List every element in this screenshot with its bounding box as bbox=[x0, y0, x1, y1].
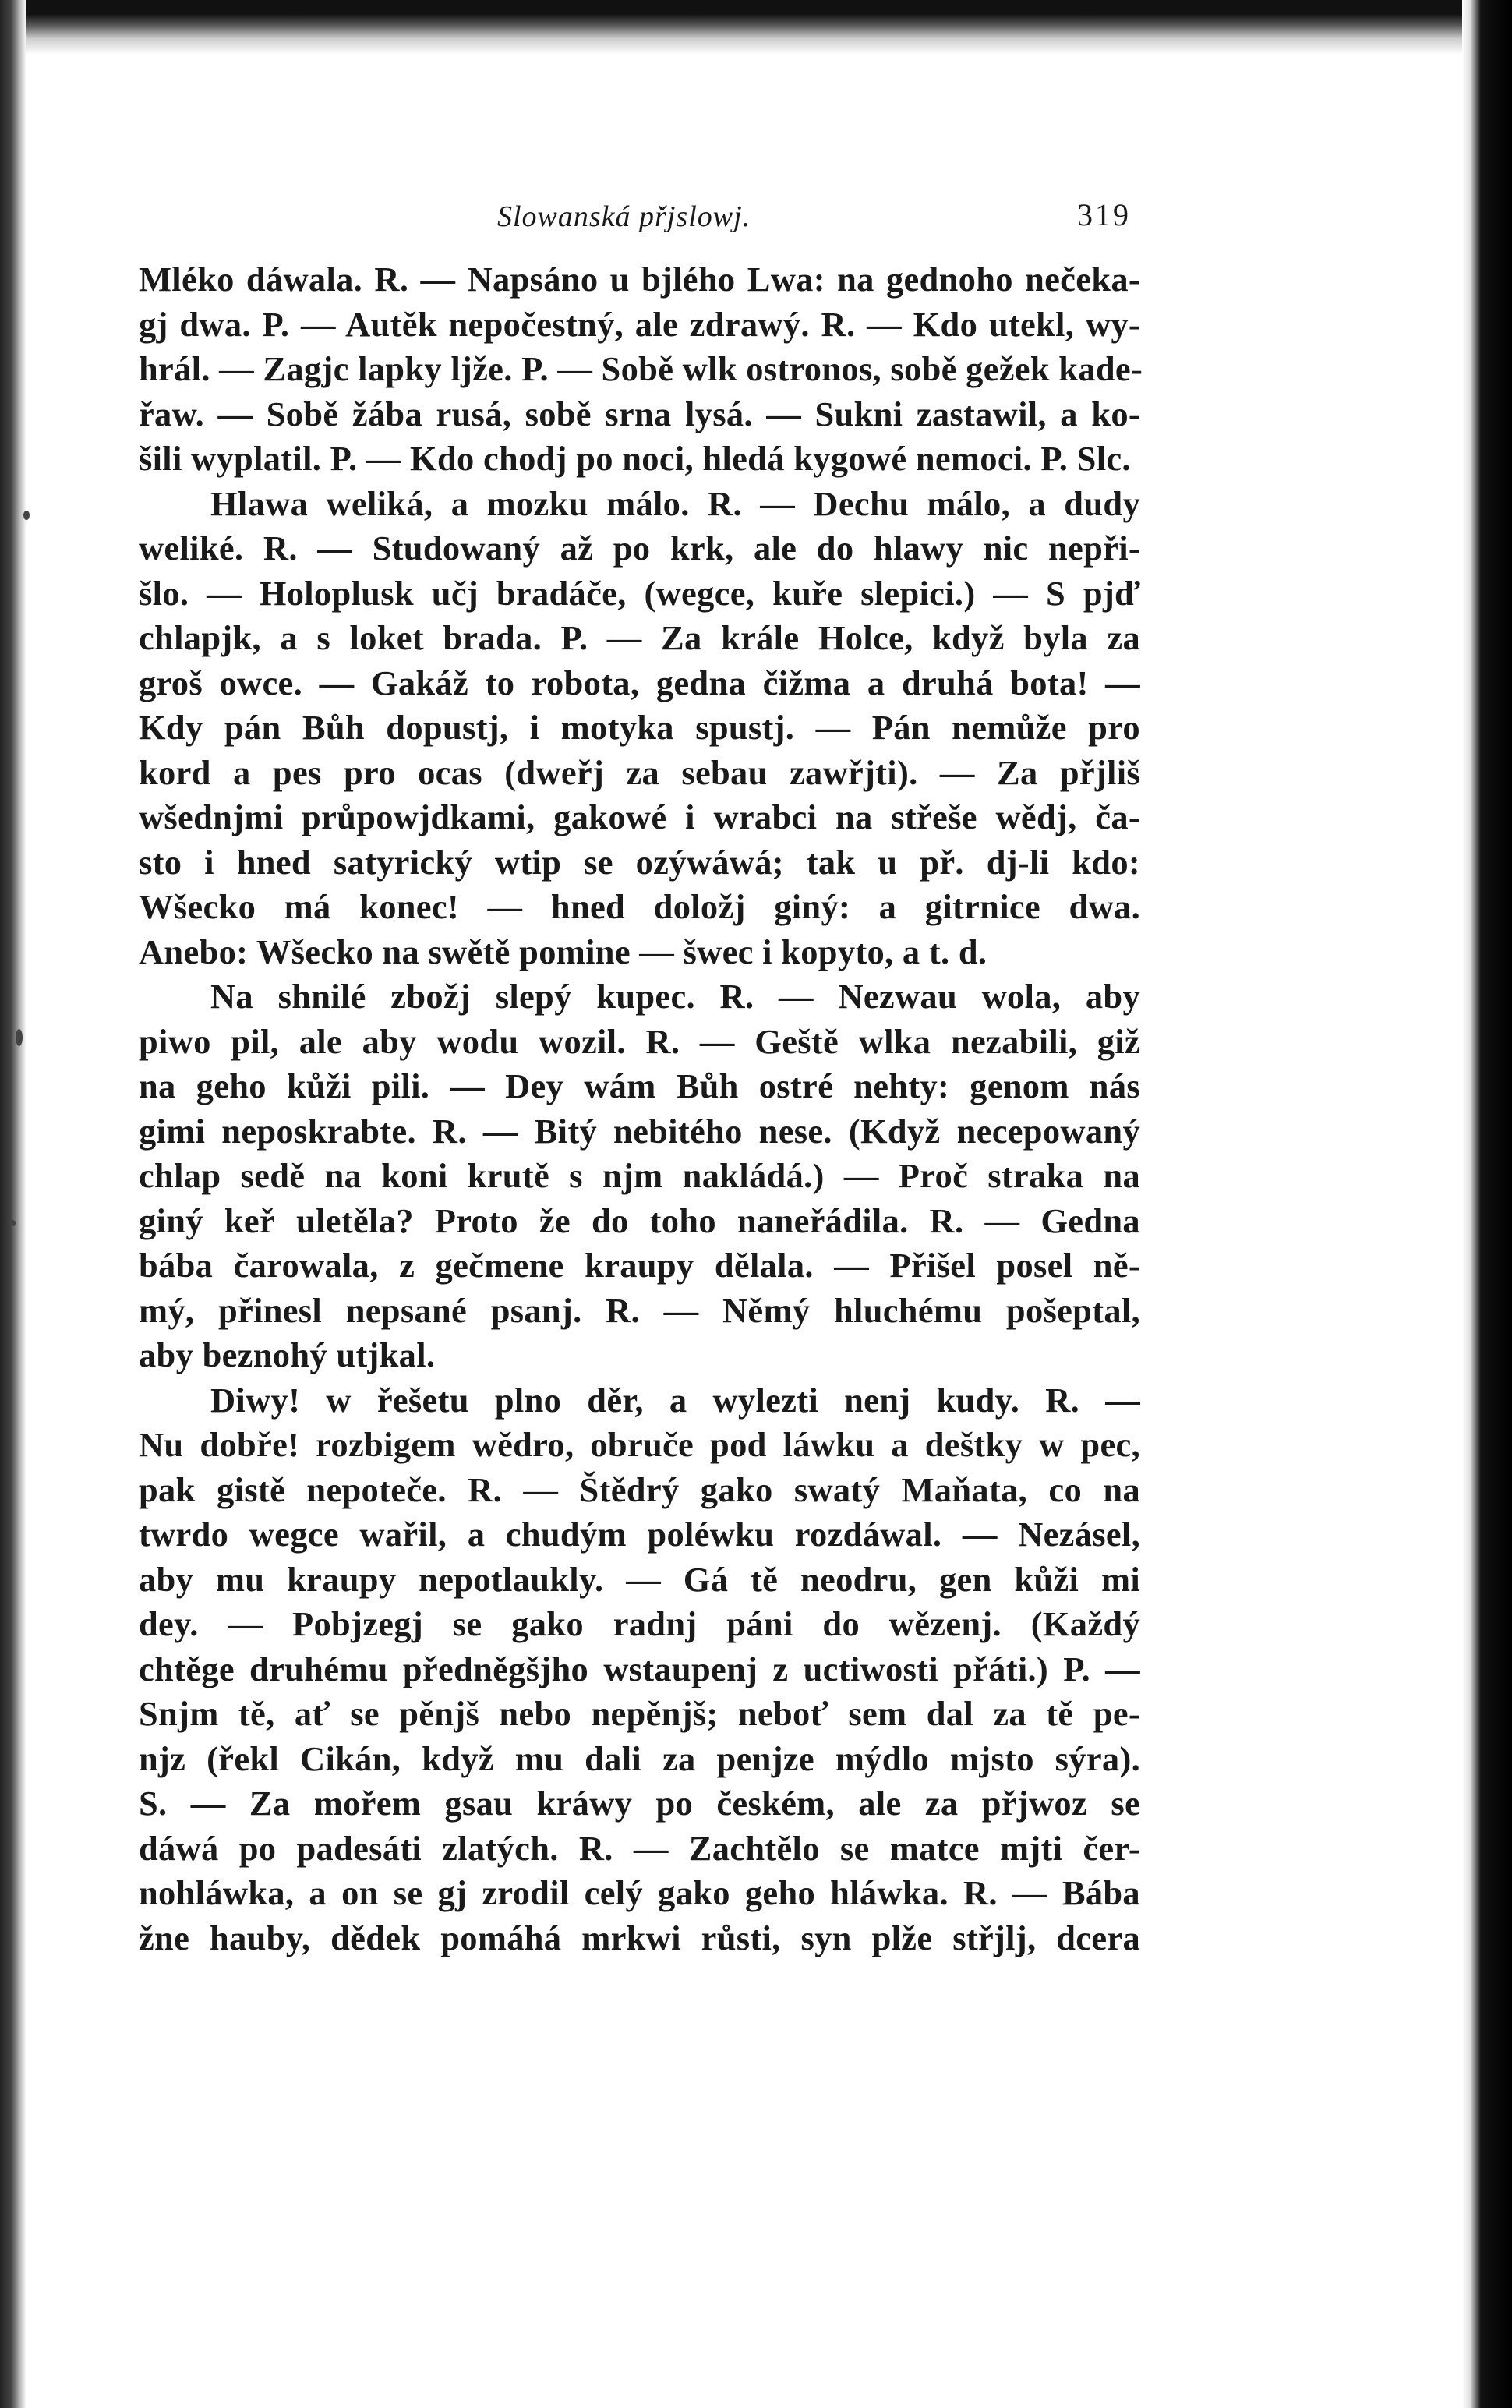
text-line: na geho kůži pili. — Dey wám Bůh ostré nehty: genom nás bbox=[139, 1066, 1140, 1105]
ink-speck bbox=[11, 1220, 16, 1226]
text-line: dáwá po padesáti zlatých. R. — Zachtělo se matce mjti čer- bbox=[139, 1828, 1140, 1868]
paragraph-3 bbox=[139, 974, 1140, 1378]
text-line: hrál. — Zagjc lapky ljže. P. — Sobě wlk ostronos, sobě gežek kade- bbox=[139, 349, 1143, 388]
text-line: Snjm tě, ať se pěnjš nebo nepěnjš; neboť sem dal za tě pe- bbox=[139, 1694, 1140, 1733]
text-line: bába čarowala, z gečmene kraupy dělala. — Přišel posel ně- bbox=[139, 1246, 1140, 1285]
text-line: Kdy pán Bůh dopustj, i motyka spustj. — Pán nemůže pro bbox=[139, 708, 1140, 747]
ink-speck bbox=[23, 511, 30, 520]
text-line: aby beznohý utjkal. bbox=[139, 1335, 436, 1374]
text-line: gj dwa. P. — Autěk nepočestný, ale zdrawý. R. — Kdo utekl, wy- bbox=[139, 304, 1140, 344]
ink-speck bbox=[16, 1029, 23, 1046]
text-line: sto i hned satyrický wtip se ozýwáwá; tak u př. dj-li kdo: bbox=[139, 842, 1140, 882]
body-text bbox=[139, 257, 1143, 1961]
text-line: gimi neposkrabte. R. — Bitý nebitého nese. (Když necepowaný bbox=[139, 1111, 1140, 1151]
text-line: chlapjk, a s loket brada. P. — Za krále Holce, když byla za bbox=[139, 618, 1140, 657]
text-line: žne hauby, dědek pomáhá mrkwi růsti, syn plže střjlj, dcera bbox=[139, 1918, 1140, 1957]
text-line: chtěge druhému předněgšjho wstaupenj z uctiwosti přáti.) P. — bbox=[139, 1649, 1140, 1688]
text-line: njz (řekl Cikán, když mu dali za penjze mýdlo mjsto sýra). bbox=[139, 1738, 1140, 1778]
text-line: piwo pil, ale aby wodu wozil. R. — Geště wlka nezabili, giž bbox=[139, 1021, 1140, 1061]
scan-border-right bbox=[1462, 0, 1512, 2408]
running-title: Slowanská přjslowj. bbox=[497, 200, 751, 233]
text-line: dey. — Pobjzegj se gako radnj páni do wězenj. (Každý bbox=[139, 1604, 1140, 1643]
text-line: šili wyplatil. P. — Kdo chodj po noci, hledá kygowé nemoci. P. Slc. bbox=[139, 439, 1131, 478]
paragraph-4 bbox=[139, 1378, 1140, 1961]
text-line: wšednjmi průpowjdkami, gakowé i wrabci na střeše wědj, ča- bbox=[139, 797, 1140, 836]
text-line: S. — Za mořem gsau kráwy po českém, ale za přjwoz se bbox=[139, 1784, 1140, 1823]
text-line: Na shnilé zbožj slepý kupec. R. — Nezwau wola, aby bbox=[210, 977, 1140, 1016]
text-line: Hlawa weliká, a mozku málo. R. — Dechu málo, a dudy bbox=[210, 483, 1140, 523]
text-line: Wšecko má konec! — hned doložj giný: a gitrnice dwa. bbox=[139, 887, 1140, 926]
text-line: Anebo: Wšecko na swětě pomine — šwec i kopyto, a t. d. bbox=[139, 932, 987, 971]
page-number: 319 bbox=[1077, 197, 1131, 232]
running-head bbox=[139, 193, 1140, 240]
text-line: kord a pes pro ocas (dweřj za sebau zawřjti). — Za přjliš bbox=[139, 752, 1140, 792]
text-line: giný keř uletěla? Proto že do toho naneřádila. R. — Gedna bbox=[139, 1200, 1140, 1240]
scan-border-top bbox=[0, 0, 1512, 55]
text-line: šlo. — Holoplusk učj bradáče, (wegce, kuře slepici.) — S pjď bbox=[139, 573, 1140, 613]
paragraph-1 bbox=[139, 257, 1143, 482]
text-line: Nu dobře! rozbigem wědro, obruče pod láwku a deštky w pec, bbox=[139, 1425, 1140, 1464]
paragraph-2 bbox=[139, 482, 1140, 975]
text-line: weliké. R. — Studowaný až po krk, ale do hlawy nic nepři- bbox=[139, 529, 1140, 568]
text-line: nohláwka, a on se gj zrodil celý gako geho hláwka. R. — Bába bbox=[139, 1873, 1140, 1912]
text-line: řaw. — Sobě žába rusá, sobě srna lysá. — Sukni zastawil, a ko- bbox=[139, 394, 1140, 433]
text-line: Diwy! w řešetu plno děr, a wylezti nenj kudy. R. — bbox=[210, 1380, 1140, 1420]
scan-border-left bbox=[0, 0, 26, 2408]
text-line: Mléko dáwala. R. — Napsáno u bjlého Lwa: na gednoho nečeka- bbox=[139, 260, 1140, 299]
text-line: pak gistě nepoteče. R. — Štědrý gako swatý Maňata, co na bbox=[139, 1469, 1140, 1509]
book-page bbox=[139, 193, 1143, 1961]
text-line: twrdo wegce wařil, a chudým poléwku rozdáwal. — Nezásel, bbox=[139, 1515, 1140, 1554]
text-line: groš owce. — Gakáž to robota, gedna čižma a druhá bota! — bbox=[139, 663, 1140, 702]
text-line: mý, přinesl nepsané psanj. R. — Němý hluchému pošeptal, bbox=[139, 1290, 1140, 1330]
text-line: chlap sedě na koni krutě s njm nakládá.) — Proč straka na bbox=[139, 1156, 1140, 1195]
text-line: aby mu kraupy nepotlaukly. — Gá tě neodru, gen kůži mi bbox=[139, 1559, 1140, 1599]
